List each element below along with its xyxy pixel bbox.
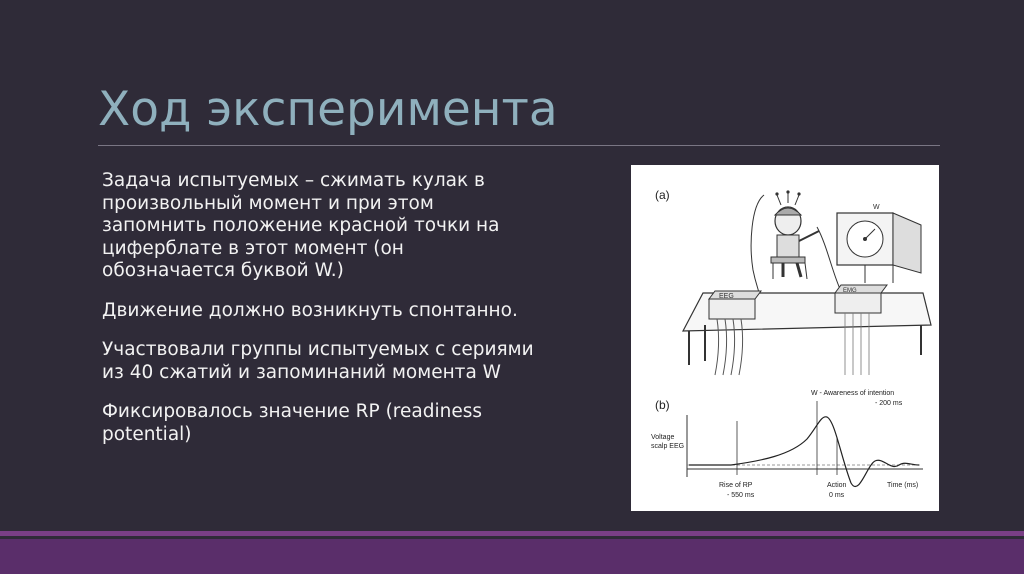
w-annotation-line2: - 200 ms (875, 400, 903, 407)
panel-b-label: (b) (655, 398, 670, 412)
paragraph-task: Задача испытуемых – сжимать кулак в произвольный момент и при этом запомнить положение красной точки на циферблате в этот момент (он обозначается буквой W.) (102, 170, 500, 281)
clock-label: W (873, 204, 880, 211)
action-label-line1: Action (827, 482, 847, 489)
clock-monitor (837, 204, 921, 283)
experiment-illustration (631, 165, 939, 511)
eeg-box-label: EEG (719, 293, 734, 300)
eeg-recorder (709, 291, 761, 375)
footer-bar (0, 539, 1024, 574)
eeg-wire (751, 195, 764, 301)
y-axis-line1: Voltage (651, 434, 675, 441)
panel-a-label: (a) (655, 188, 670, 202)
title-divider (98, 145, 940, 146)
emg-box-label: EMG (843, 288, 857, 294)
paragraph-rp: Фиксировалось значение RP (readiness potential) (102, 401, 482, 445)
rise-label-line2: - 550 ms (727, 492, 755, 499)
subject-figure (771, 190, 819, 279)
paragraph-spontaneous: Движение должно возникнуть спонтанно. (102, 299, 518, 321)
readiness-potential-curve (689, 417, 919, 487)
emg-recorder (835, 285, 887, 375)
rise-label-line1: Rise of RP (719, 482, 753, 489)
action-label-line2: 0 ms (829, 492, 845, 499)
slide-title: Ход эксперимента (98, 82, 558, 137)
w-annotation-line1: W - Awareness of intention (811, 390, 895, 397)
footer-stripe (0, 531, 1024, 536)
y-axis-line2: scalp EEG (651, 443, 685, 450)
experiment-figure (631, 165, 939, 511)
slide-body (102, 170, 542, 463)
paragraph-groups: Участвовали группы испытуемых с сериями из 40 сжатий и запоминаний момента W (102, 339, 534, 383)
time-axis-label: Time (ms) (887, 482, 919, 489)
